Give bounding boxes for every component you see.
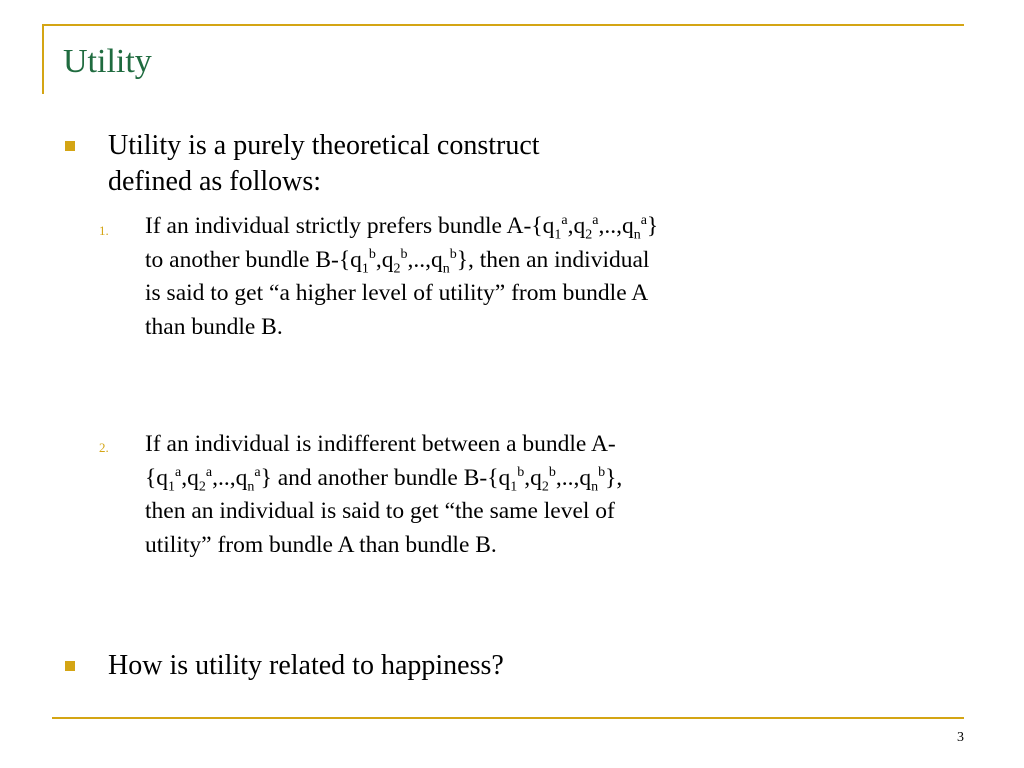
- left-accent-rule: [42, 24, 44, 94]
- square-bullet-icon: [65, 661, 75, 671]
- bottom-accent-rule: [52, 717, 964, 719]
- bullet-text: How is utility related to happiness?: [108, 650, 504, 681]
- slide-title: Utility: [63, 43, 152, 80]
- subitem-text: If an individual strictly prefers bundle $A-\{q_1^a,q_2^a,..,q_n^a\}$ to another bundle $B-\{q_1^b,q_2^b,..,q_n^b\}$, then an individual is said to get “a higher level of utility” from bundle A than bundle B.: [145, 213, 659, 340]
- bullet-text: Utility is a purely theoretical construct defined as follows:: [108, 130, 540, 197]
- square-bullet-icon: [65, 141, 75, 151]
- page-number: 3: [957, 730, 964, 745]
- list-number: 2.: [99, 440, 109, 455]
- subitem-text: If an individual is indifferent between a bundle $A-\{q_1^a,q_2^a,..,q_n^a\}$ and another bundle $B-\{q_1^b,q_2^b,..,q_n^b\}$, then an individual is said to get “the same level of utility” from bundle A than bundle B.: [145, 431, 623, 558]
- top-accent-rule: [42, 24, 964, 26]
- list-number: 1.: [99, 223, 109, 238]
